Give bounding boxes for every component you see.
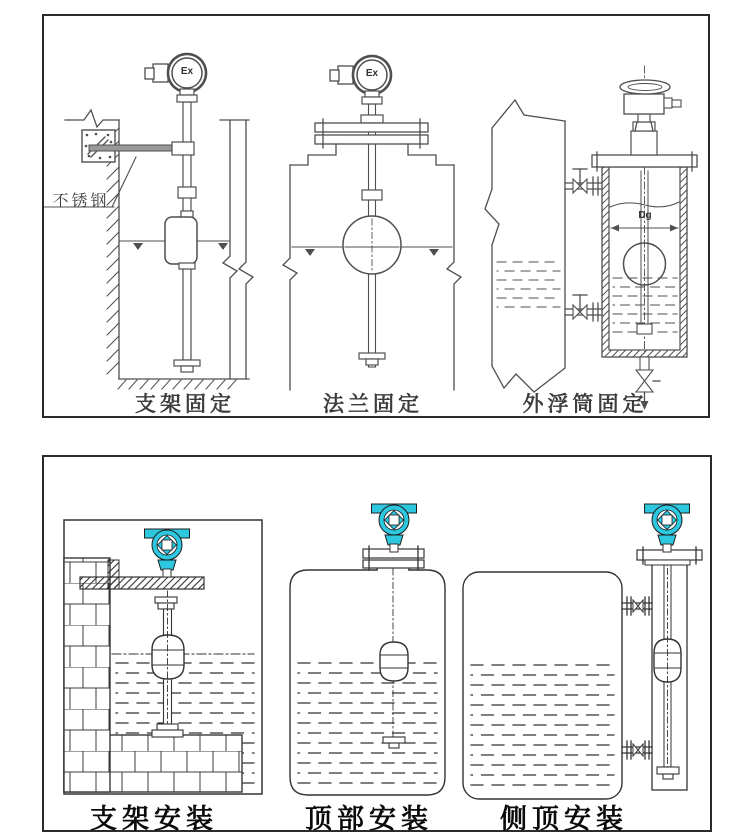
bracket-install-diagram	[64, 520, 262, 794]
stainless-steel-label: 不锈钢	[52, 193, 110, 210]
flange-fixing-diagram	[283, 56, 461, 390]
top-install-diagram	[290, 504, 445, 795]
top-panel	[42, 14, 710, 418]
transmitter-head-ex	[145, 54, 206, 102]
float	[152, 635, 184, 679]
transmitter-head	[645, 504, 690, 552]
caption-bracket-install: 支架安装	[90, 804, 218, 834]
connecting-pipe-top	[622, 597, 652, 615]
transmitter-head	[372, 504, 417, 552]
transmitter-head-ex	[330, 56, 391, 104]
side-top-install-diagram	[463, 504, 702, 799]
dg-label: Dg	[638, 210, 652, 221]
transmitter-head	[145, 529, 190, 577]
ex-marking-middle: Ex	[365, 68, 379, 79]
external-chamber-diagram	[485, 66, 697, 410]
chamber-transmitter	[592, 80, 697, 171]
water-level-mark	[133, 243, 143, 250]
connecting-pipe-bottom	[622, 741, 652, 759]
float	[380, 642, 408, 681]
water-level-mark	[218, 243, 228, 250]
bracket-fixing-diagram	[44, 54, 253, 389]
bracket-shelf	[80, 577, 204, 589]
bottom-panel-drawing	[44, 457, 710, 830]
caption-bracket-fixing: 支架固定	[135, 393, 235, 416]
wall-bracket	[82, 130, 194, 162]
float	[165, 211, 197, 269]
caption-side-top-install: 侧顶安装	[500, 804, 628, 834]
stainless-leader	[112, 157, 136, 207]
ex-marking-left: Ex	[180, 66, 194, 77]
isolation-valve-bottom	[565, 295, 602, 321]
caption-top-install: 顶部安装	[305, 804, 433, 834]
bottom-panel	[42, 455, 712, 832]
brick-wall	[64, 558, 110, 792]
isolation-valve-top	[565, 169, 602, 195]
caption-chamber-fixing: 外浮筒固定	[522, 393, 648, 416]
caption-flange-fixing: 法兰固定	[323, 393, 423, 416]
